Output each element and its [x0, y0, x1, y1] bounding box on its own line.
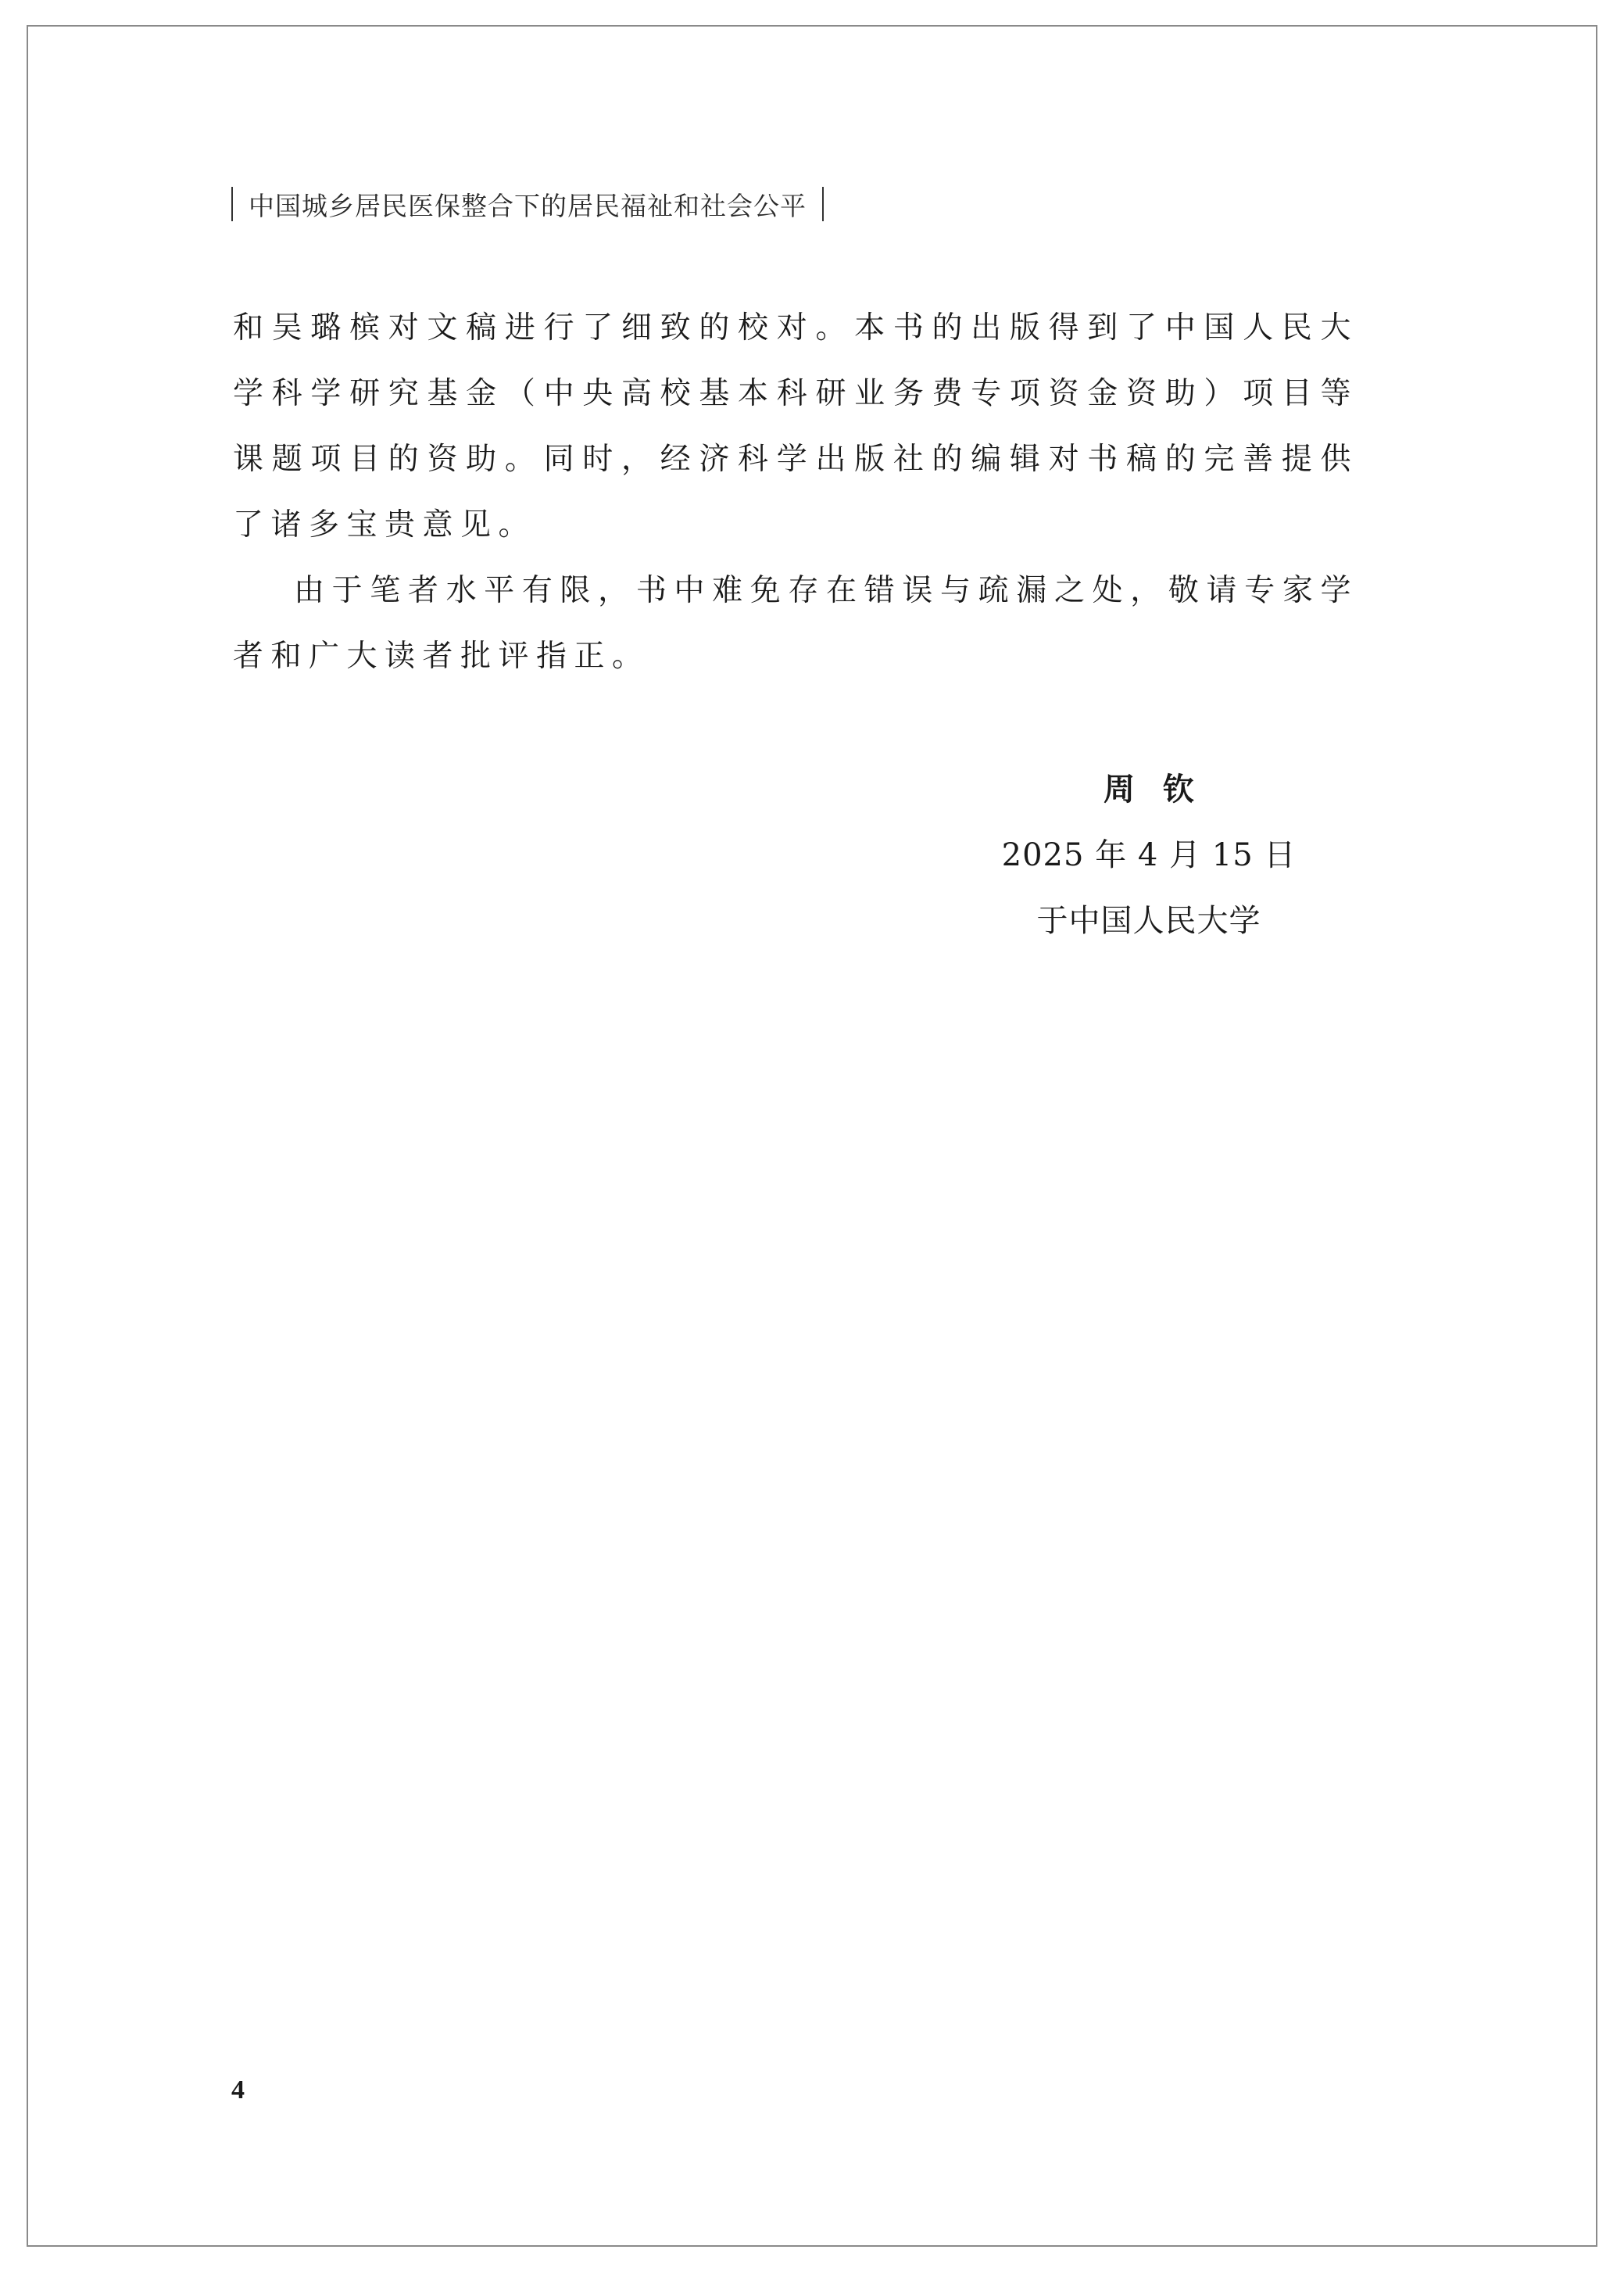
- page-number: 4: [231, 2076, 245, 2104]
- running-header: [231, 186, 824, 222]
- book-title: 中国城乡居民医保整合下的居民福祉和社会公平: [249, 190, 807, 221]
- paragraph-continued: 和吴璐槟对文稿进行了细致的校对。本书的出版得到了中国人民大学科学研究基金（中央高校基本科研业务费专项资金资助）项目等课题项目的资助。同时，经济科学出版社的编辑对书稿的完善提供了诸多宝贵意见。: [233, 310, 1358, 543]
- paragraph-closing: 由于笔者水平有限，书中难免存在错误与疏漏之处，敬请专家学者和广大读者批评指正。: [233, 573, 1358, 674]
- signature-place: 于中国人民大学: [1036, 903, 1261, 939]
- signature-date: 2025 年 4 月 15 日: [1001, 837, 1297, 873]
- body-text: [233, 296, 1358, 690]
- author-name: 周钦: [1104, 772, 1222, 808]
- header-right-rule: [822, 187, 824, 221]
- signature-block: [969, 757, 1329, 954]
